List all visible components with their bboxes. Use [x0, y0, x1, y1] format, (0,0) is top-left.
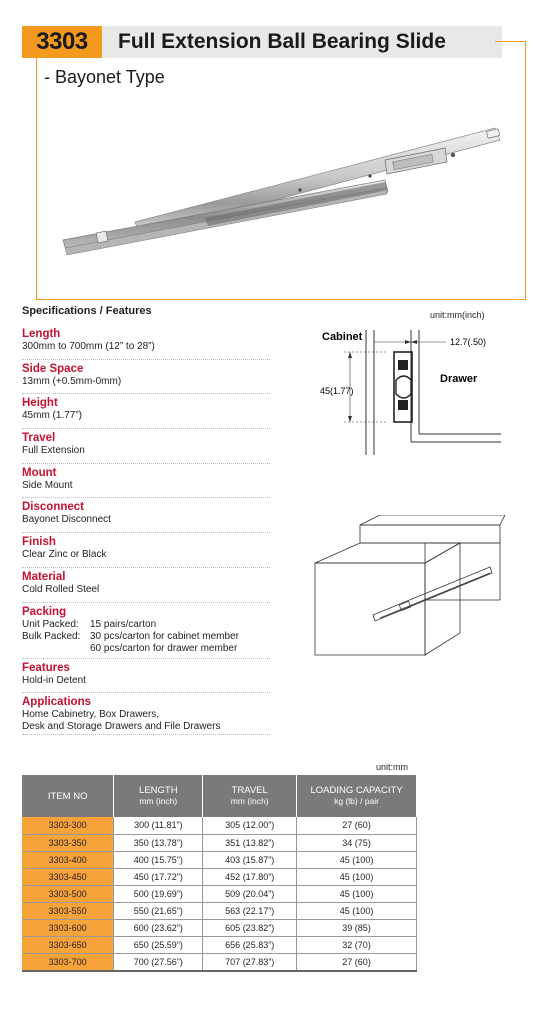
- spec-label: Finish: [22, 536, 56, 549]
- table-row: [22, 851, 417, 868]
- spec-value: 45mm (1.77”): [22, 410, 83, 422]
- col-length-label: LENGTH: [139, 785, 178, 796]
- cell-item: 3303-350: [22, 834, 114, 851]
- diagram-height-label: 45(1.77): [320, 386, 354, 396]
- table-row: [22, 834, 417, 851]
- spec-label: Travel: [22, 432, 56, 445]
- cell-load: 34 (75): [297, 834, 417, 851]
- spec-side-space: [22, 360, 270, 395]
- packing-bulk-row: [22, 631, 270, 643]
- product-header: [0, 0, 550, 300]
- col-travel-unit: mm (inch): [230, 796, 269, 806]
- packing-unit-key: Unit Packed:: [22, 618, 79, 630]
- frame-line: [525, 41, 526, 299]
- cell-length: 350 (13.78”): [114, 834, 203, 851]
- cell-item: 3303-450: [22, 868, 114, 885]
- product-title: Full Extension Ball Bearing Slide: [102, 26, 502, 58]
- cell-item: 3303-700: [22, 954, 114, 971]
- table-row: [22, 937, 417, 954]
- cell-travel: 509 (20.04”): [203, 885, 297, 902]
- spec-applications: [22, 693, 270, 735]
- cell-length: 400 (15.75”): [114, 851, 203, 868]
- col-loading-capacity: [297, 775, 417, 817]
- cell-travel: 403 (15.87”): [203, 851, 297, 868]
- col-length: [114, 775, 203, 817]
- cell-load: 45 (100): [297, 885, 417, 902]
- table-row: [22, 902, 417, 919]
- cell-load: 45 (100): [297, 902, 417, 919]
- frame-line: [36, 58, 37, 300]
- spec-mount: [22, 464, 270, 499]
- col-item-no: [22, 775, 114, 817]
- cell-travel: 305 (12.00”): [203, 817, 297, 834]
- spec-label: Material: [22, 570, 66, 583]
- spec-value-line-2: Desk and Storage Drawers and File Drawers: [22, 721, 221, 733]
- spec-value: 13mm (+0.5mm-0mm): [22, 375, 122, 387]
- cell-item: 3303-550: [22, 902, 114, 919]
- packing-bulk-row-2: [22, 643, 270, 655]
- cell-item: 3303-600: [22, 920, 114, 937]
- spec-travel: [22, 429, 270, 464]
- frame-line: [495, 41, 525, 42]
- spec-label: Packing: [22, 605, 67, 618]
- cell-load: 27 (60): [297, 817, 417, 834]
- cell-length: 500 (19.69”): [114, 885, 203, 902]
- spec-label: Length: [22, 328, 61, 340]
- table-row: [22, 920, 417, 937]
- col-length-unit: mm (inch): [139, 796, 178, 806]
- cell-travel: 452 (17.80”): [203, 868, 297, 885]
- spec-value: Full Extension: [22, 445, 85, 457]
- spec-value-line-1: Home Cabinetry, Box Drawers,: [22, 709, 160, 721]
- cell-item: 3303-300: [22, 817, 114, 834]
- cell-travel: 656 (25.83”): [203, 937, 297, 954]
- diagram-unit-label: unit:mm(inch): [430, 310, 485, 320]
- spec-value: Clear Zinc or Black: [22, 549, 107, 561]
- spec-length: [22, 325, 270, 360]
- cell-load: 45 (100): [297, 851, 417, 868]
- cell-length: 650 (25.59”): [114, 937, 203, 954]
- spec-features: [22, 659, 270, 694]
- table-row: [22, 817, 417, 834]
- spec-label: Mount: [22, 466, 57, 479]
- specifications-heading: Specifications / Features: [22, 305, 152, 317]
- cell-travel: 605 (23.82”): [203, 920, 297, 937]
- spec-disconnect: [22, 498, 270, 533]
- spec-value: Hold-in Detent: [22, 674, 86, 686]
- spec-material: [22, 568, 270, 603]
- packing-bulk-value-1: 30 pcs/carton for cabinet member: [90, 630, 239, 642]
- spec-list: [22, 325, 270, 735]
- table-row: [22, 885, 417, 902]
- cross-section-diagram: [316, 330, 501, 455]
- col-load-unit: kg (lb) / pair: [334, 796, 379, 806]
- spec-value: Side Mount: [22, 479, 73, 491]
- packing-spacer: [22, 643, 90, 655]
- col-travel: [203, 775, 297, 817]
- cell-load: 45 (100): [297, 868, 417, 885]
- packing-bulk-value-2: 60 pcs/carton for drawer member: [90, 642, 238, 654]
- cell-length: 600 (23.62”): [114, 920, 203, 937]
- packing-bulk-key: Bulk Packed:: [22, 630, 81, 642]
- spec-finish: [22, 533, 270, 568]
- product-subtitle: - Bayonet Type: [44, 67, 165, 87]
- spec-packing: [22, 603, 270, 659]
- model-number-badge: 3303: [22, 26, 102, 58]
- col-item-no-label: ITEM NO: [47, 790, 88, 802]
- frame-line: [36, 299, 526, 300]
- spec-value: Bayonet Disconnect: [22, 514, 111, 526]
- col-load-label: LOADING CAPACITY: [310, 785, 403, 796]
- spec-label: Disconnect: [22, 501, 84, 514]
- cell-length: 450 (17.72”): [114, 868, 203, 885]
- table-row: [22, 868, 417, 885]
- cell-travel: 563 (22.17”): [203, 902, 297, 919]
- spec-value: 300mm to 700mm (12” to 28”): [22, 341, 155, 352]
- diagram-cabinet-label: Cabinet: [322, 331, 363, 343]
- cell-load: 32 (70): [297, 937, 417, 954]
- cell-length: 550 (21.65”): [114, 902, 203, 919]
- spec-label: Features: [22, 661, 70, 674]
- slide-product-image: [55, 110, 525, 280]
- table-header-row: [22, 775, 417, 817]
- spec-label: Applications: [22, 696, 92, 709]
- cell-item: 3303-650: [22, 937, 114, 954]
- drawer-installation-diagram: [305, 515, 505, 665]
- diagram-drawer-label: Drawer: [440, 373, 478, 385]
- cell-travel: 707 (27.83”): [203, 954, 297, 971]
- item-table: [22, 775, 417, 972]
- packing-unit-value: 15 pairs/carton: [90, 618, 157, 630]
- table-row: [22, 954, 417, 971]
- cell-travel: 351 (13.82”): [203, 834, 297, 851]
- cell-load: 27 (60): [297, 954, 417, 971]
- table-unit-label: unit:mm: [376, 762, 409, 772]
- spec-height: [22, 394, 270, 429]
- cell-item: 3303-400: [22, 851, 114, 868]
- cell-length: 300 (11.81”): [114, 817, 203, 834]
- cell-item: 3303-500: [22, 885, 114, 902]
- cell-length: 700 (27.56”): [114, 954, 203, 971]
- cell-load: 39 (85): [297, 920, 417, 937]
- spec-label: Side Space: [22, 362, 84, 375]
- diagram-side-space-label: 12.7(.50): [450, 337, 487, 347]
- packing-unit-row: [22, 619, 270, 631]
- spec-value: Cold Rolled Steel: [22, 583, 100, 595]
- spec-label: Height: [22, 397, 58, 410]
- col-travel-label: TRAVEL: [231, 785, 268, 796]
